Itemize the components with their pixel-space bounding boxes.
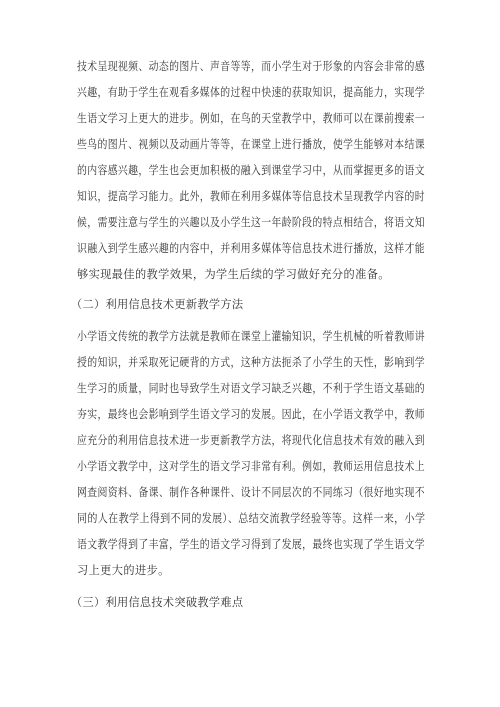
paragraph-1-line-6: 知识，提高学习能力。此外，教师在利用多媒体等信息技术呈现教学内容的时 [77,190,425,203]
paragraph-2-line-8: 同的人在教学上得到不同的发展）、总结交流教学经验等等。这样一来，小学 [77,512,426,525]
paragraph-1-line-3: 生语文学习上更大的进步。例如，在鸟的天堂教学中，教师可以在课前搜索一 [77,112,425,125]
paragraph-2-line-10: 习上更大的进步。 [77,564,170,577]
paragraph-2-line-9: 语文教学得到了丰富，学生的语文学习得到了发展，最终也实现了学生语文学 [77,538,425,551]
paragraph-2-line-3: 生学习的质量，同时也导致学生对语文学习缺乏兴趣，不利于学生语文基础的 [77,382,425,395]
paragraph-1-line-1: 技术呈现视频、动态的图片、声音等等，而小学生对于形象的内容会非常的感 [77,60,425,73]
paragraph-2-line-6: 小学语文教学中，这对学生的语文学习非常有利。例如，教师运用信息技术上 [77,460,425,473]
paragraph-1-line-7: 候，需要注意与学生的兴趣以及小学生这一年龄阶段的特点相结合，将语文知 [77,216,425,229]
paragraph-2-line-1: 小学语文传统的教学方法就是教师在课堂上灌输知识，学生机械的听着教师讲 [77,330,425,343]
paragraph-2-line-7: 网查阅资料、备课、制作各种课件、设计不同层次的不同练习（很好地实现不 [77,486,425,499]
paragraph-1-line-4: 些鸟的图片、视频以及动画片等等，在课堂上进行播放，使学生能够对本结课 [77,138,425,151]
paragraph-1-line-2: 兴趣，有助于学生在观看多媒体的过程中快速的获取知识，提高能力，实现学 [77,86,425,99]
section-heading-3: （三）利用信息技术突破教学难点 [71,596,244,609]
paragraph-2-line-4: 夯实，最终也会影响到学生语文学习的发展。因此，在小学语文教学中，教师 [77,408,425,421]
section-heading-2: （二）利用信息技术更新教学方法 [71,298,244,311]
paragraph-2-line-5: 应充分的利用信息技术进一步更新教学方法，将现代化信息技术有效的融入到 [77,434,425,447]
paragraph-1-line-8: 识融入到学生感兴趣的内容中，并利用多媒体等信息技术进行播放，这样才能 [77,242,425,255]
paragraph-1-line-9: 够实现最佳的教学效果，为学生后续的学习做好充分的准备。 [77,268,390,281]
paragraph-1-line-5: 的内容感兴趣，学生也会更加积极的融入到课堂学习中，从而掌握更多的语文 [77,164,425,177]
paragraph-2-line-2: 授的知识，并采取死记硬背的方式，这种方法扼杀了小学生的天性，影响到学 [77,356,425,369]
